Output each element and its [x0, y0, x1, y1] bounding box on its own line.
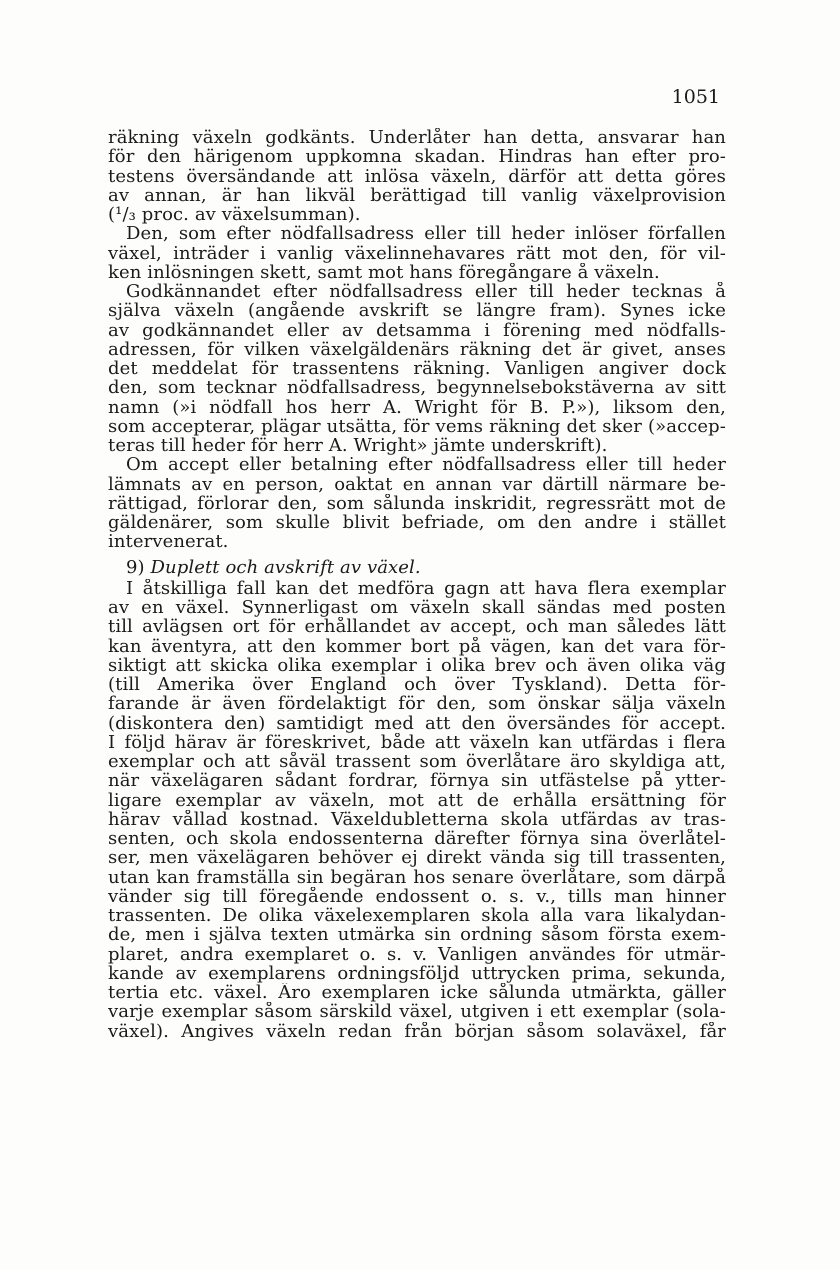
text-line: av en växel. Synnerligast om växeln skall sändas med posten	[108, 598, 726, 618]
text-line: som accepterar, plägar utsätta, för vems räkning det sker (»accep-	[108, 416, 726, 436]
text-line: av annan, är han likväl berättigad till vanlig växelprovision	[108, 185, 726, 205]
paragraph-5	[108, 579, 726, 1041]
text-line: vänder sig till föregående endossent o. s. v., tills man hinner	[108, 886, 726, 906]
text-line: intervenerat.	[108, 532, 229, 552]
text-line: siktigt att skicka olika exemplar i olika brev och även olika väg	[108, 655, 726, 675]
text-line: ligare exemplar av växeln, mot att de erhålla ersättning för	[108, 790, 726, 810]
paragraph-3	[108, 282, 726, 455]
text-line: räkning växeln godkänts. Underlåter han detta, ansvarar han	[108, 128, 726, 148]
text-line: gäldenärer, som skulle blivit befriade, om den andre i stället	[108, 513, 726, 533]
text-line: I åtskilliga fall kan det medföra gagn att hava flera exemplar	[126, 578, 726, 598]
paragraph-1	[108, 128, 726, 224]
text-body	[108, 128, 726, 1041]
text-line: växel). Angives växeln redan från början såsom solaväxel, får	[108, 1021, 726, 1041]
text-line: trassenten. De olika växelexemplaren skola alla vara likalydan-	[108, 906, 726, 926]
paragraph-4	[108, 455, 726, 551]
text-line: härav vållad kostnad. Växeldubletterna skola utfärdas av tras-	[108, 809, 726, 829]
text-line: själva växeln (angående avskrift se längre fram). Synes icke	[108, 301, 726, 321]
text-line: ken inlösningen skett, samt mot hans föregångare å växeln.	[108, 262, 660, 282]
text-line: (¹/₃ proc. av växelsumman).	[108, 205, 361, 225]
text-line: testens översändande att inlösa växeln, därför att detta göres	[108, 166, 726, 186]
text-line: (till Amerika över England och över Tyskland). Detta för-	[108, 675, 726, 695]
text-line: när växelägaren sådant fordrar, förnya sin utfästelse på ytter-	[108, 771, 726, 791]
text-line: I följd härav är föreskrivet, både att växeln kan utfärdas i flera	[108, 732, 726, 752]
text-line: Om accept eller betalning efter nödfallsadress eller till heder	[126, 455, 726, 475]
text-line: exemplar och att såväl trassent som överlåtare äro skyldiga att,	[108, 752, 726, 772]
text-line: farande är även fördelaktigt för den, som önskar sälja växeln	[108, 694, 726, 714]
text-line: adressen, för vilken växelgäldenärs räkning det är givet, anses	[108, 339, 726, 359]
text-line: lämnats av en person, oaktat en annan var därtill närmare be-	[108, 474, 726, 494]
text-line: Godkännandet efter nödfallsadress eller till heder tecknas å	[126, 282, 726, 302]
text-line: de, men i själva texten utmärka sin ordning såsom första exem-	[108, 925, 726, 945]
text-line: den, som tecknar nödfallsadress, begynnelsebokstäverna av sitt	[108, 378, 726, 398]
section-number: 9)	[126, 557, 145, 577]
section-title: Duplett och avskrift av växel.	[150, 557, 421, 577]
text-line: det meddelat för trassentens räkning. Vanligen angiver dock	[108, 359, 726, 379]
text-line: teras till heder för herr A. Wright» jämte underskrift).	[108, 436, 608, 456]
text-line: ser, men växelägaren behöver ej direkt vända sig till trassenten,	[108, 848, 726, 868]
text-line: plaret, andra exemplaret o. s. v. Vanligen användes för utmär-	[108, 944, 726, 964]
section-heading	[108, 558, 726, 577]
page-number: 1051	[671, 86, 720, 108]
text-line: (diskontera den) samtidigt med att den översändes för accept.	[108, 713, 726, 733]
text-line: utan kan framställa sin begäran hos senare överlåtare, som därpå	[108, 867, 726, 887]
text-line: rättigad, förlorar den, som sålunda inskridit, regressrätt mot de	[108, 493, 726, 513]
text-line: varje exemplar såsom särskild växel, utgiven i ett exemplar (sola-	[108, 1002, 726, 1022]
text-line: växel, inträder i vanlig växelinnehavares rätt mot den, för vil-	[108, 243, 726, 263]
text-line: senten, och skola endossenterna därefter förnya sina överlåtel-	[108, 829, 726, 849]
text-line: för den härigenom uppkomna skadan. Hindras han efter pro-	[108, 147, 726, 167]
text-line: kan äventyra, att den kommer bort på vägen, kan det vara för-	[108, 636, 726, 656]
text-line: Den, som efter nödfallsadress eller till heder inlöser förfallen	[126, 224, 726, 244]
text-line: namn (»i nödfall hos herr A. Wright för B. P.»), liksom den,	[108, 397, 726, 417]
text-line: av godkännandet eller av detsamma i förening med nödfalls-	[108, 320, 726, 340]
text-line: till avlägsen ort för erhållandet av accept, och man således lätt	[108, 617, 726, 637]
text-line: tertia etc. växel. Äro exemplaren icke sålunda utmärkta, gäller	[108, 983, 726, 1003]
text-line: kande av exemplarens ordningsföljd uttrycken prima, sekunda,	[108, 963, 726, 983]
paragraph-2	[108, 224, 726, 282]
